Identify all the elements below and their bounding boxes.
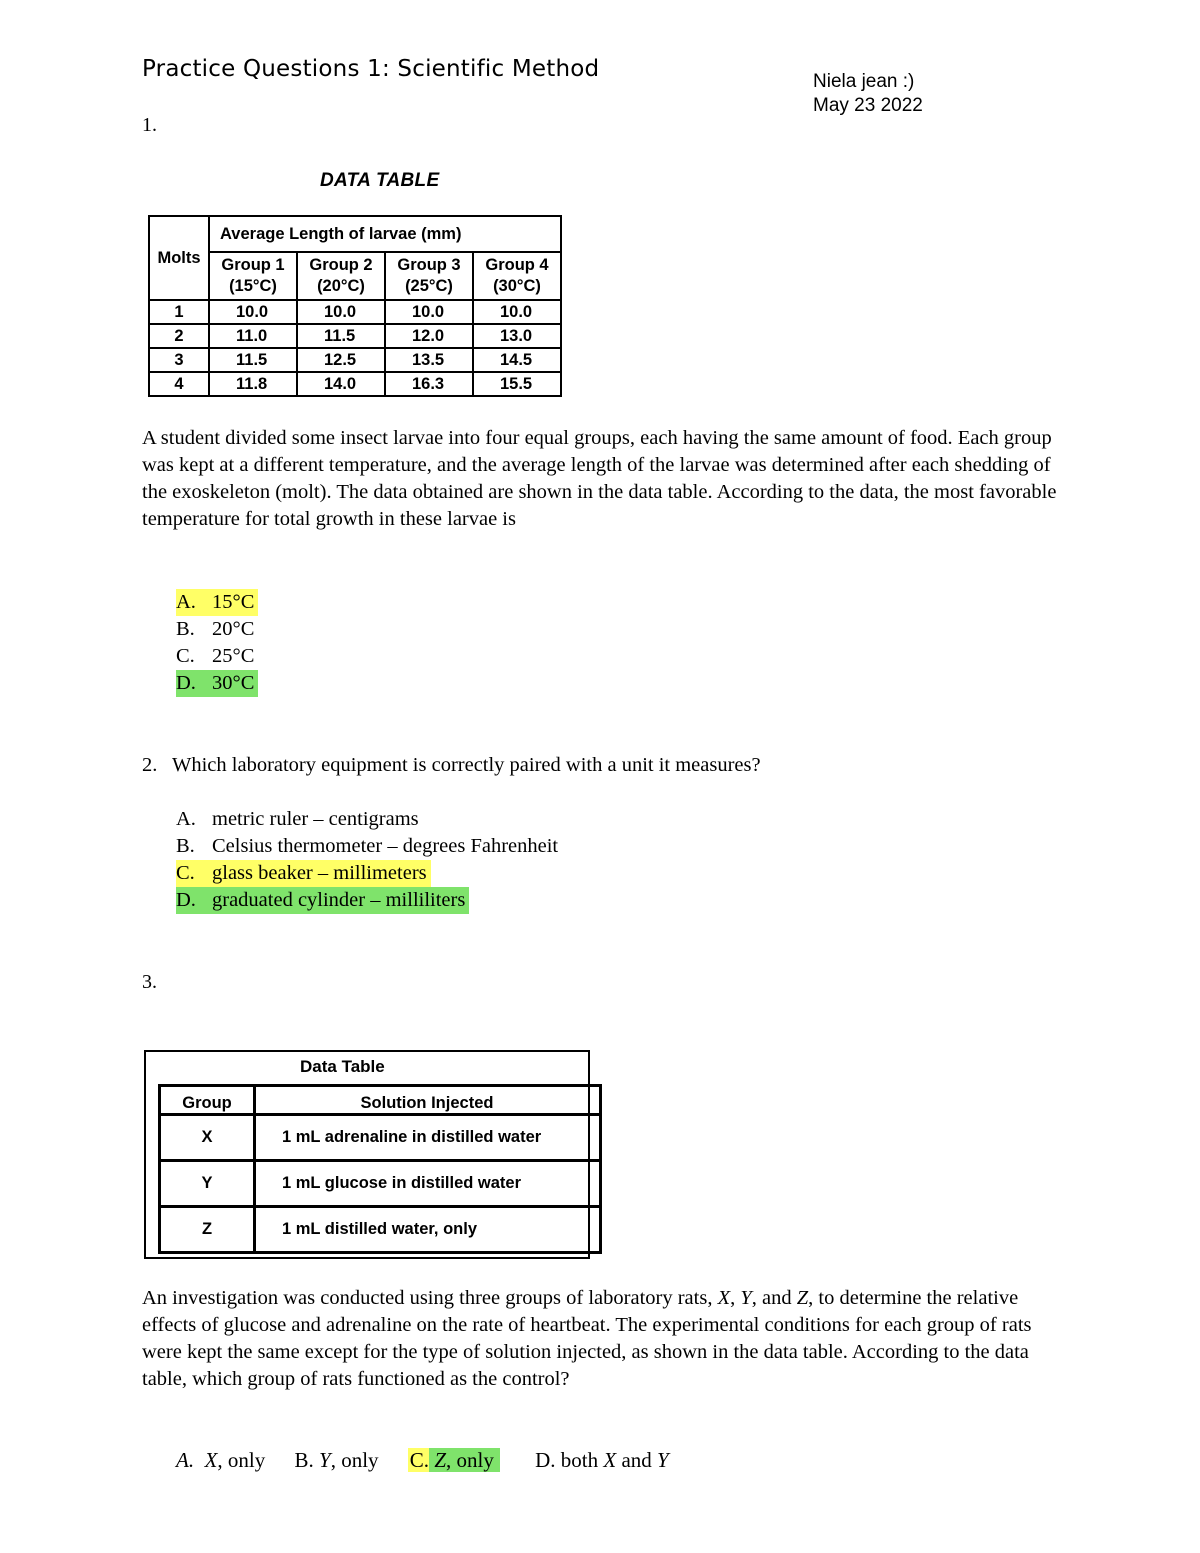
value-cell: 11.8 — [209, 372, 297, 396]
table-row — [149, 300, 561, 324]
value-cell: 13.5 — [385, 348, 473, 372]
value-cell: 14.0 — [297, 372, 385, 396]
q1-options — [176, 589, 258, 697]
solution-data-table — [158, 1084, 602, 1254]
q3-option-a[interactable]: A. X, only — [176, 1448, 266, 1472]
q3-option-b[interactable]: B. Y, only — [294, 1448, 379, 1472]
q2-option-a[interactable]: A. metric ruler – centigrams — [176, 808, 419, 830]
value-cell: 12.5 — [297, 348, 385, 372]
q2-options — [176, 806, 562, 914]
q2-number: 2. — [142, 754, 158, 776]
q2-text: Which laboratory equipment is correctly paired with a unit it measures? — [172, 754, 761, 776]
q2-option-d[interactable]: D. graduated cylinder – milliliters — [176, 887, 562, 914]
value-cell: 10.0 — [473, 300, 561, 324]
q1-number: 1. — [142, 114, 157, 136]
molt-cell: 4 — [149, 372, 209, 396]
table-row — [149, 324, 561, 348]
value-cell: 14.5 — [473, 348, 561, 372]
group-header: Group 3 (25°C) — [385, 252, 473, 300]
author-name: Niela jean :) — [813, 71, 915, 92]
value-cell: 10.0 — [209, 300, 297, 324]
larvae-data-table — [148, 215, 562, 397]
q3-option-d[interactable]: D. both X and Y — [535, 1448, 669, 1472]
solution-cell: 1 mL adrenaline in distilled water — [255, 1115, 601, 1161]
value-cell: 15.5 — [473, 372, 561, 396]
molt-cell: 1 — [149, 300, 209, 324]
value-cell: 13.0 — [473, 324, 561, 348]
value-cell: 11.0 — [209, 324, 297, 348]
q1-option-c[interactable]: C. 25°C — [176, 645, 255, 667]
solution-cell: 1 mL distilled water, only — [255, 1207, 601, 1253]
document-date: May 23 2022 — [813, 95, 923, 116]
table-row — [160, 1207, 601, 1253]
q1-option-b[interactable]: B. 20°C — [176, 618, 255, 640]
solution-cell: 1 mL glucose in distilled water — [255, 1161, 601, 1207]
q3-number: 3. — [142, 971, 157, 993]
author-block — [813, 70, 923, 118]
q3-table-caption: Data Table — [300, 1057, 385, 1076]
molt-cell: 3 — [149, 348, 209, 372]
group-header: Group 2 (20°C) — [297, 252, 385, 300]
q1-option-a[interactable]: A. 15°C — [176, 589, 258, 616]
solution-column-header: Solution Injected — [255, 1086, 601, 1115]
q1-paragraph: A student divided some insect larvae into four equal groups, each having the same amount of food. Each group was kept at a different temperature, and the average length of the larvae was determined after each shedding of the exoskeleton (molt). The data obtained are shown in the data table. According to the data, the most favorable temperature for total growth in these larvae is — [142, 427, 1057, 530]
group-cell: Z — [160, 1207, 255, 1253]
value-cell: 11.5 — [297, 324, 385, 348]
molt-cell: 2 — [149, 324, 209, 348]
value-cell: 12.0 — [385, 324, 473, 348]
molts-header: Molts — [149, 216, 209, 300]
q2-question — [142, 752, 1072, 779]
q3-paragraph: An investigation was conducted using three groups of laboratory rats, X, Y, and Z, to determine the relative effects of glucose and adrenaline on the rate of heartbeat. The experimental conditions for each group of rats were kept the same except for the type of solution injected, as shown in the data table. According to the data table, which group of rats functioned as the control? — [142, 1287, 1032, 1390]
value-cell: 10.0 — [297, 300, 385, 324]
q2-option-b[interactable]: B. Celsius thermometer – degrees Fahrenheit — [176, 835, 559, 857]
table-row — [149, 372, 561, 396]
document-title: Practice Questions 1: Scientific Method — [142, 56, 600, 82]
average-length-header: Average Length of larvae (mm) — [209, 216, 561, 252]
q3-option-c[interactable]: C. Z, only — [408, 1446, 506, 1474]
table-row — [160, 1115, 601, 1161]
value-cell: 11.5 — [209, 348, 297, 372]
group-cell: Y — [160, 1161, 255, 1207]
q2-option-c[interactable]: C. glass beaker – millimeters — [176, 860, 562, 887]
table-row — [160, 1161, 601, 1207]
group-cell: X — [160, 1115, 255, 1161]
group-header: Group 1 (15°C) — [209, 252, 297, 300]
value-cell: 10.0 — [385, 300, 473, 324]
group-column-header: Group — [160, 1086, 255, 1115]
table-row — [149, 348, 561, 372]
group-header: Group 4 (30°C) — [473, 252, 561, 300]
q1-option-d[interactable]: D. 30°C — [176, 670, 258, 697]
q1-table-caption: DATA TABLE — [320, 170, 440, 191]
q3-options — [176, 1446, 693, 1474]
value-cell: 16.3 — [385, 372, 473, 396]
